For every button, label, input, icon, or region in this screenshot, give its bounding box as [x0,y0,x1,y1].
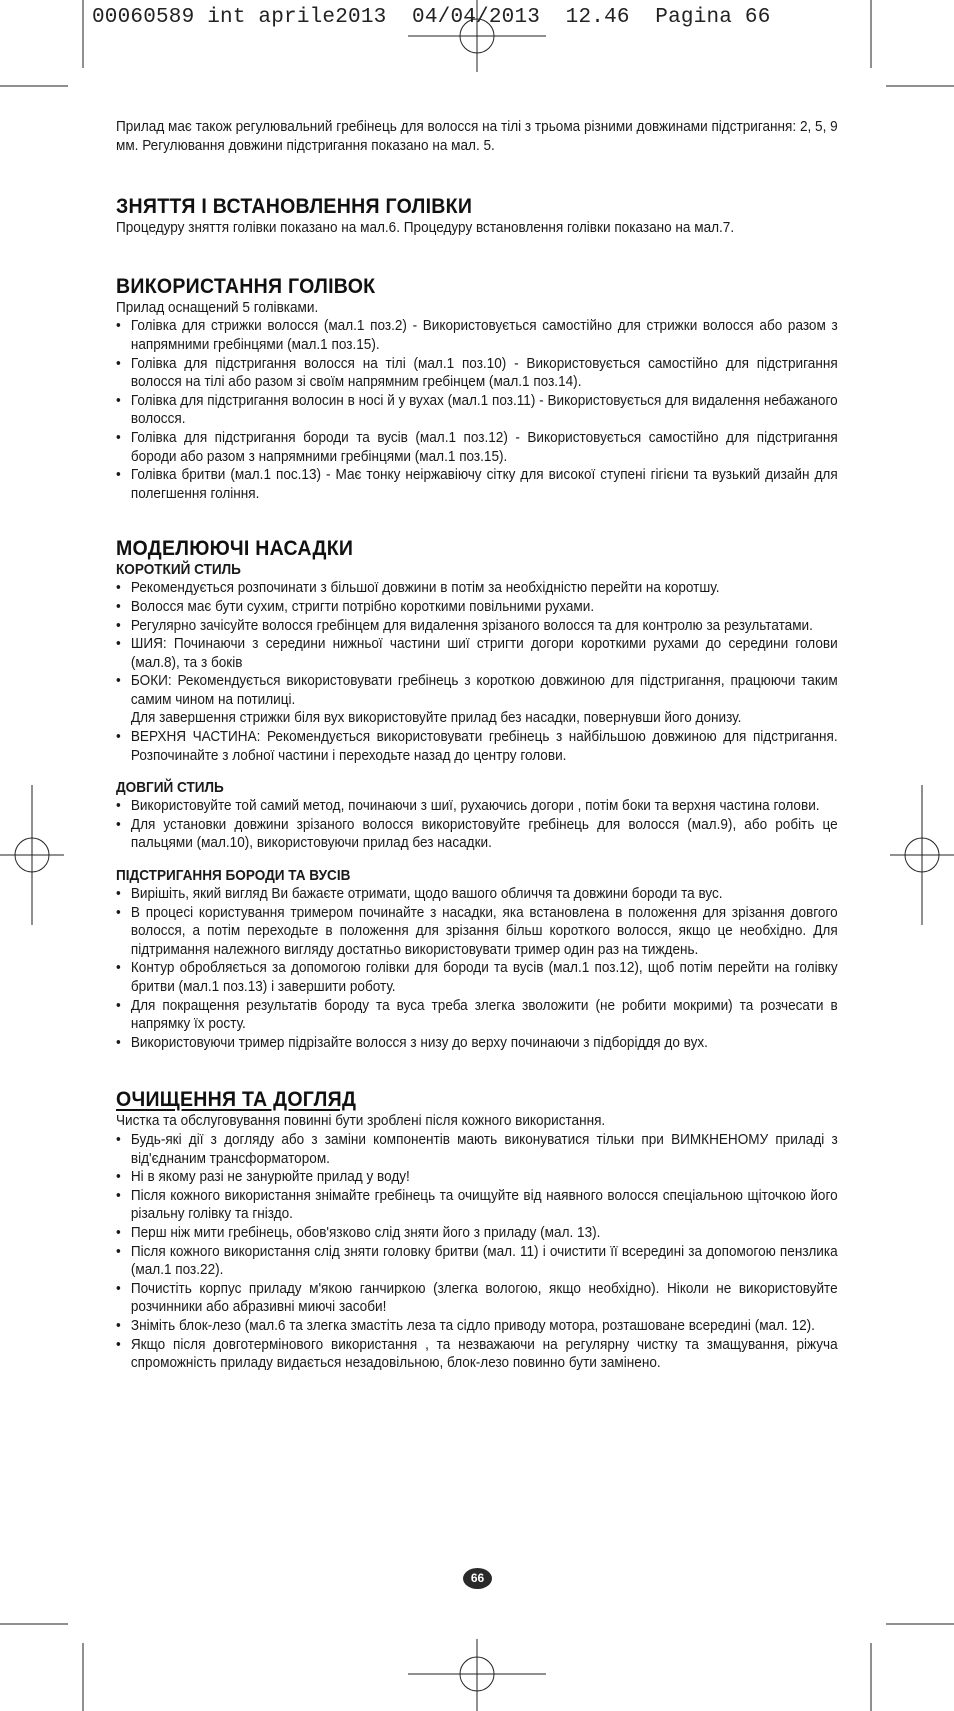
list-item: • БОКИ: Рекомендується використовувати гребінець з короткою довжиною для підстригання, працюючи таким самим чином на потилиці. [116,672,838,709]
list-item: • Регулярно зачісуйте волосся гребінцем для видалення зрізаного волосся та для контролю за результатами. [116,617,838,636]
cleaning-intro: Чистка та обслуговування повинні бути зроблені після кожного використання. [116,1113,606,1130]
section-title-heads: ВИКОРИСТАННЯ ГОЛІВОК [116,274,376,298]
heads-list [116,317,838,503]
list-item: • Волосся має бути сухим, стригти потрібно короткими повільними рухами. [116,598,838,617]
list-item: • Контур обробляється за допомогою голівки для бороди та вусів (мал.1 поз.12), щоб потім перейти на голівку бритви (мал.1 поз.13) і завершити роботу. [116,959,838,996]
intro-paragraph: Прилад має також регулювальний гребінець для волосся на тілі з трьома різними довжинами підстригання: 2, 5, 9 мм. Регулювання довжини підстригання показано на мал. 5. [116,119,838,154]
section-title-styling: МОДЕЛЮЮЧІ НАСАДКИ [116,537,354,561]
list-item: • Ні в якому разі не занурюйте прилад у воду! [116,1168,838,1187]
subsection-title-long: ДОВГИЙ СТИЛЬ [116,780,224,797]
list-item: • Будь-які дії з догляду або з заміни компонентів мають виконуватися тільки при ВИМКНЕНОМУ приладі з від'єднаним трансформатором. [116,1131,838,1168]
registration-mark-top [408,0,546,72]
list-item: • Голівка для стрижки волосся (мал.1 поз.2) - Використовується самостійно для стрижки волосся або разом з напрямними гребінцями (мал.1 поз.15). [116,317,838,354]
list-item: • Перш ніж мити гребінець, обов'язково слід зняти його з приладу (мал. 13). [116,1224,838,1243]
list-item: • Після кожного використання знімайте гребінець та очищуйте від наявного волосся спеціальною щіточкою його різальну голівку та гніздо. [116,1187,838,1224]
list-item: • Використовуйте той самий метод, починаючи з шиї, рухаючись догори , потім боки та верхня частина голови. [116,797,838,816]
registration-mark-right [890,785,954,925]
list-item: • Вирішіть, який вигляд Ви бажаєте отримати, щодо вашого обличчя та довжини бороди та вус. [116,885,838,904]
list-item: • Голівка для підстригання волосин в носі й у вухах (мал.1 поз.11) - Використовується для видалення небажаного волосся. [116,392,838,429]
registration-mark-bottom [408,1639,546,1711]
list-item: • Для покращення результатів бороду та вуса треба злегка зволожити (не робити мокрими) та розчесати в напрямку їх росту. [116,997,838,1034]
registration-mark-left [0,785,64,925]
list-item: • Голівка для підстригання бороди та вусів (мал.1 поз.12) - Використовується самостійно для підстригання бороди або разом з напрямними гребінцями (мал.1 поз.15). [116,429,838,466]
list-item: • Використовуючи тример підрізайте волосся з низу до верху починаючи з підборіддя до вух. [116,1034,838,1053]
list-item: • Рекомендується розпочинати з більшої довжини в потім за необхідністю перейти на коротшу. [116,579,838,598]
list-item: • Голівка бритви (мал.1 пос.13) - Має тонку неіржавіючу сітку для високої ступені гігієни та вузький дизайн для полегшення гоління. [116,466,838,503]
page-number-badge: 66 [463,1568,492,1589]
heads-intro: Прилад оснащений 5 голівками. [116,299,319,316]
print-slug: 00060589 int aprile2013 04/04/2013 12.46 Pagina 66 [92,6,771,29]
short-style-list [116,579,838,709]
list-item: • Голівка для підстригання волосся на тілі (мал.1 поз.10) - Використовується самостійно для підстригання волосся на тілі або разом зі своїм напрямним гребінцем (мал.1 поз.14). [116,355,838,392]
page-content [116,118,838,1373]
section-title-remove: ЗНЯТТЯ І ВСТАНОВЛЕННЯ ГОЛІВКИ [116,195,473,219]
cleaning-list [116,1131,838,1373]
list-item: • ШИЯ: Починаючи з середини нижньої частини шиї стригти догори короткими рухами до середини голови (мал.8), та з боків [116,635,838,672]
list-item: • Зніміть блок-лезо (мал.6 та злегка змастіть леза та сідло приводу мотора, розташоване всередині (мал. 12). [116,1317,838,1336]
subsection-title-short: КОРОТКИЙ СТИЛЬ [116,562,241,579]
list-item: • В процесі користування тримером починайте з насадки, яка встановлена в положення для зрізання довгого волосся, а потім переходьте в положення для зрізання більш короткого волосся, якщо це необхідно. Для підтримання належного вигляду достатньо використовувати тример один раз на тиждень. [116,904,838,960]
long-style-list [116,797,838,853]
list-item: • Для установки довжини зрізаного волосся використовуйте гребінець для волосся (мал.9), або робіть це пальцями (мал.10), використовуючи прилад без насадки. [116,816,838,853]
subsection-title-beard: ПІДСТРИГАННЯ БОРОДИ ТА ВУСІВ [116,868,351,885]
short-style-list-last [116,728,838,765]
section-title-cleaning: ОЧИЩЕННЯ ТА ДОГЛЯД [116,1088,357,1112]
list-item: • Почистіть корпус приладу м'якою ганчиркою (злегка вологою, якщо необхідно). Ніколи не використовуйте розчинники або абразивні миючі засоби! [116,1280,838,1317]
list-item: • Після кожного використання слід зняти головку бритви (мал. 11) і очистити її всередині за допомогою пензлика (мал.1 поз.22). [116,1243,838,1280]
list-item: • ВЕРХНЯ ЧАСТИНА: Рекомендується використовувати гребінець з найбільшою довжиною для підстригання. Розпочинайте з лобної частини і переходьте назад до центру голови. [116,728,838,765]
section-text-remove: Процедуру зняття голівки показано на мал.6. Процедуру встановлення голівки показано на мал.7. [116,220,735,237]
short-style-note: Для завершення стрижки біля вух використовуйте прилад без насадки, повернувши його донизу. [130,710,742,727]
beard-list [116,885,838,1052]
list-item: • Якщо після довготермінового використання , та незважаючи на регулярну чистку та змащування, ріжуча спроможність приладу видається незадовільною, блок-лезо повинно бути замінено. [116,1336,838,1373]
